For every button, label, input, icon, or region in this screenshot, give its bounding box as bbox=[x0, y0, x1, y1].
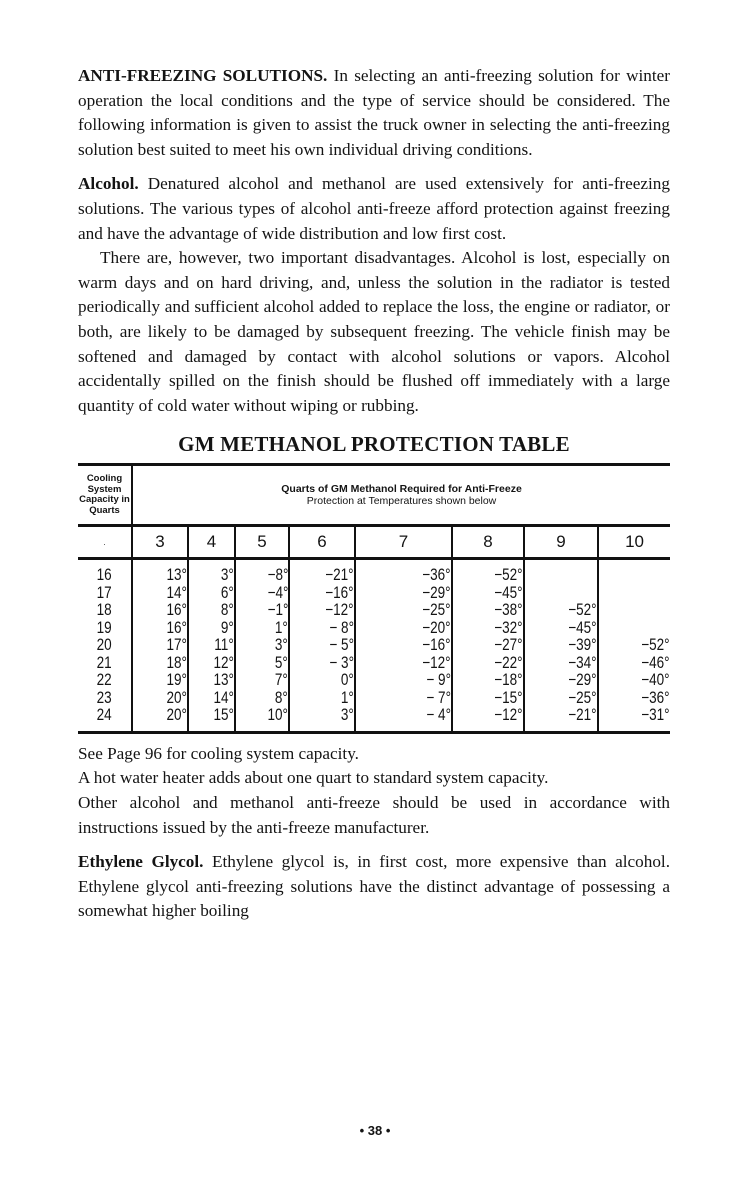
capacity-value: 23 bbox=[96, 688, 113, 707]
glycol-text: Ethylene glycol is, in first cost, more expensive than alcohol. Ethylene glycol anti-freezing solutions have the distinct advantage of possessing a somewhat higher boiling bbox=[78, 852, 670, 921]
temperature-value: −12° bbox=[494, 706, 523, 725]
temperature-cell bbox=[132, 637, 188, 655]
temperature-value: 6° bbox=[221, 583, 234, 602]
temperature-value: 0° bbox=[341, 671, 354, 690]
temperature-value: 12° bbox=[213, 653, 234, 672]
column-header: 3 bbox=[132, 526, 188, 559]
temperature-value: 18° bbox=[166, 653, 187, 672]
temperature-cell bbox=[188, 620, 235, 638]
temperature-cell bbox=[235, 672, 289, 690]
temperature-cell bbox=[289, 637, 355, 655]
temperature-cell bbox=[235, 620, 289, 638]
temperature-cell bbox=[452, 655, 524, 673]
temperature-cell bbox=[188, 585, 235, 603]
span-header bbox=[132, 465, 670, 526]
temperature-value: 9° bbox=[221, 618, 234, 637]
temperature-value: 3° bbox=[341, 706, 354, 725]
temperature-cell bbox=[524, 672, 598, 690]
temperature-value: −12° bbox=[422, 653, 451, 672]
capacity-cell bbox=[78, 637, 132, 655]
capacity-cell bbox=[78, 655, 132, 673]
capacity-value: 19 bbox=[96, 618, 113, 637]
temperature-cell bbox=[598, 637, 670, 655]
table-row bbox=[78, 585, 670, 603]
temperature-cell bbox=[452, 602, 524, 620]
temperature-value: − 3° bbox=[329, 653, 354, 672]
temperature-cell bbox=[524, 637, 598, 655]
temperature-cell bbox=[132, 559, 188, 585]
capacity-value: 21 bbox=[96, 653, 113, 672]
intro-paragraph bbox=[78, 64, 670, 162]
capacity-cell bbox=[78, 602, 132, 620]
temperature-cell bbox=[355, 707, 452, 732]
temperature-value: −22° bbox=[494, 653, 523, 672]
intro-text: In selecting an anti-freezing solution for winter operation the local conditions and the type of service should be considered. The following information is given to assist the truck owner in selecting the anti-freezing solution best suited to meet his own individual driving conditions. bbox=[78, 66, 670, 159]
temperature-value: 13° bbox=[166, 566, 187, 585]
table-row bbox=[78, 559, 670, 585]
temperature-cell bbox=[452, 672, 524, 690]
capacity-cell bbox=[78, 672, 132, 690]
temperature-value: −29° bbox=[568, 671, 597, 690]
temperature-cell bbox=[235, 559, 289, 585]
temperature-cell bbox=[452, 585, 524, 603]
temperature-cell bbox=[132, 585, 188, 603]
table-row bbox=[78, 620, 670, 638]
temperature-cell bbox=[355, 585, 452, 603]
table-row bbox=[78, 672, 670, 690]
table-body bbox=[78, 559, 670, 733]
temperature-value: 20° bbox=[166, 688, 187, 707]
glycol-paragraph bbox=[78, 850, 670, 924]
span-header-line1: Quarts of GM Methanol Required for Anti-Freeze bbox=[281, 483, 522, 496]
temperature-cell bbox=[188, 655, 235, 673]
temperature-value: 11° bbox=[214, 636, 234, 655]
temperature-value: −16° bbox=[422, 636, 451, 655]
temperature-cell bbox=[355, 690, 452, 708]
temperature-cell bbox=[289, 690, 355, 708]
temperature-value: −29° bbox=[422, 583, 451, 602]
temperature-cell bbox=[598, 620, 670, 638]
temperature-value: −8° bbox=[267, 566, 288, 585]
temperature-cell bbox=[132, 620, 188, 638]
temperature-value: − 4° bbox=[426, 706, 451, 725]
temperature-value: 16° bbox=[166, 618, 187, 637]
temperature-value: 15° bbox=[213, 706, 234, 725]
temperature-value: −21° bbox=[568, 706, 597, 725]
temperature-value: −36° bbox=[641, 688, 671, 707]
temperature-cell bbox=[598, 602, 670, 620]
glycol-heading: Ethylene Glycol. bbox=[78, 852, 204, 872]
alcohol-text: Denatured alcohol and methanol are used extensively for anti-freezing solutions. The various types of alcohol anti-freeze afford protection against freezing and have the advantage of wide distribution and low first cost. bbox=[78, 174, 670, 243]
temperature-cell bbox=[188, 690, 235, 708]
temperature-value: −39° bbox=[568, 636, 597, 655]
temperature-value: −4° bbox=[267, 583, 288, 602]
capacity-cell bbox=[78, 620, 132, 638]
temperature-value: 19° bbox=[166, 671, 187, 690]
temperature-cell bbox=[132, 707, 188, 732]
temperature-cell bbox=[132, 690, 188, 708]
temperature-cell bbox=[289, 707, 355, 732]
capacity-value: 17 bbox=[96, 583, 113, 602]
temperature-cell bbox=[132, 655, 188, 673]
temperature-cell bbox=[289, 585, 355, 603]
temperature-value: −45° bbox=[494, 583, 523, 602]
temperature-cell bbox=[598, 690, 670, 708]
temperature-cell bbox=[524, 707, 598, 732]
alcohol-paragraph bbox=[78, 172, 670, 246]
temperature-cell bbox=[188, 637, 235, 655]
temperature-cell bbox=[524, 655, 598, 673]
temperature-cell bbox=[598, 707, 670, 732]
temperature-value: −52° bbox=[641, 636, 671, 655]
column-header: 9 bbox=[524, 526, 598, 559]
table-row bbox=[78, 602, 670, 620]
temperature-cell bbox=[235, 602, 289, 620]
temperature-cell bbox=[355, 620, 452, 638]
note-other-antifreeze: Other alcohol and methanol anti-freeze should be used in accordance with instructions issued by the anti-freeze manufacturer. bbox=[78, 793, 670, 837]
table-row bbox=[78, 637, 670, 655]
temperature-cell bbox=[355, 602, 452, 620]
temperature-cell bbox=[452, 620, 524, 638]
temperature-value: 1° bbox=[275, 618, 288, 637]
temperature-cell bbox=[598, 655, 670, 673]
temperature-value: −52° bbox=[568, 601, 597, 620]
temperature-cell bbox=[452, 637, 524, 655]
temperature-value: 1° bbox=[341, 688, 354, 707]
capacity-value: 18 bbox=[96, 601, 113, 620]
temperature-value: 10° bbox=[267, 706, 288, 725]
table-row bbox=[78, 655, 670, 673]
temperature-value: 14° bbox=[166, 583, 187, 602]
temperature-value: −36° bbox=[422, 566, 451, 585]
stub-subheader: . bbox=[78, 526, 132, 559]
temperature-value: 17° bbox=[166, 636, 187, 655]
capacity-value: 20 bbox=[96, 636, 113, 655]
temperature-cell bbox=[235, 585, 289, 603]
temperature-cell bbox=[188, 707, 235, 732]
temperature-value: −18° bbox=[494, 671, 523, 690]
temperature-cell bbox=[524, 559, 598, 585]
temperature-cell bbox=[188, 602, 235, 620]
table-title: GM METHANOL PROTECTION TABLE bbox=[178, 432, 570, 457]
capacity-value: 16 bbox=[96, 566, 113, 585]
temperature-value: −32° bbox=[494, 618, 523, 637]
temperature-value: 8° bbox=[275, 688, 288, 707]
temperature-value: −38° bbox=[494, 601, 523, 620]
temperature-cell bbox=[132, 672, 188, 690]
alcohol-heading: Alcohol. bbox=[78, 174, 139, 194]
table-notes bbox=[78, 742, 670, 840]
capacity-cell bbox=[78, 707, 132, 732]
temperature-cell bbox=[598, 585, 670, 603]
column-header: 8 bbox=[452, 526, 524, 559]
temperature-cell bbox=[598, 559, 670, 585]
capacity-value: 22 bbox=[96, 671, 113, 690]
temperature-value: −12° bbox=[325, 601, 354, 620]
temperature-value: − 5° bbox=[329, 636, 354, 655]
table-row bbox=[78, 707, 670, 732]
temperature-cell bbox=[452, 559, 524, 585]
temperature-cell bbox=[188, 559, 235, 585]
capacity-cell bbox=[78, 690, 132, 708]
quarts-header-row bbox=[78, 526, 670, 559]
table-row bbox=[78, 690, 670, 708]
temperature-cell bbox=[524, 620, 598, 638]
temperature-value: −21° bbox=[325, 566, 354, 585]
temperature-cell bbox=[289, 602, 355, 620]
temperature-value: −25° bbox=[422, 601, 451, 620]
temperature-value: −1° bbox=[267, 601, 288, 620]
column-header: 7 bbox=[355, 526, 452, 559]
temperature-value: 14° bbox=[213, 688, 234, 707]
temperature-value: 7° bbox=[275, 671, 288, 690]
temperature-cell bbox=[235, 690, 289, 708]
temperature-cell bbox=[355, 655, 452, 673]
column-header: 4 bbox=[188, 526, 235, 559]
capacity-cell bbox=[78, 559, 132, 585]
temperature-cell bbox=[132, 602, 188, 620]
temperature-cell bbox=[289, 655, 355, 673]
temperature-cell bbox=[524, 585, 598, 603]
temperature-value: − 9° bbox=[426, 671, 451, 690]
temperature-value: − 7° bbox=[426, 688, 451, 707]
temperature-value: −20° bbox=[422, 618, 451, 637]
temperature-cell bbox=[188, 672, 235, 690]
temperature-value: −52° bbox=[494, 566, 523, 585]
temperature-cell bbox=[598, 672, 670, 690]
temperature-value: −25° bbox=[568, 688, 597, 707]
temperature-value: −34° bbox=[568, 653, 597, 672]
column-header: 6 bbox=[289, 526, 355, 559]
document-page bbox=[78, 64, 670, 924]
temperature-cell bbox=[524, 690, 598, 708]
capacity-cell bbox=[78, 585, 132, 603]
temperature-value: 5° bbox=[275, 653, 288, 672]
temperature-cell bbox=[524, 602, 598, 620]
temperature-cell bbox=[235, 655, 289, 673]
temperature-cell bbox=[452, 707, 524, 732]
temperature-cell bbox=[355, 559, 452, 585]
temperature-cell bbox=[289, 672, 355, 690]
temperature-cell bbox=[289, 620, 355, 638]
capacity-value: 24 bbox=[96, 706, 113, 725]
temperature-value: 16° bbox=[166, 601, 187, 620]
temperature-value: −46° bbox=[641, 653, 671, 672]
temperature-value: − 8° bbox=[329, 618, 354, 637]
temperature-value: −40° bbox=[641, 671, 671, 690]
span-header-line2: Protection at Temperatures shown below bbox=[306, 495, 497, 508]
page-number: • 38 • bbox=[359, 1123, 391, 1138]
temperature-cell bbox=[355, 672, 452, 690]
temperature-cell bbox=[235, 637, 289, 655]
temperature-cell bbox=[452, 690, 524, 708]
note-hot-water-heater: A hot water heater adds about one quart to standard system capacity. bbox=[78, 768, 549, 788]
intro-heading: ANTI-FREEZING SOLUTIONS. bbox=[78, 66, 328, 85]
note-capacity-reference: See Page 96 for cooling system capacity. bbox=[78, 743, 359, 763]
temperature-value: 13° bbox=[213, 671, 234, 690]
temperature-cell bbox=[355, 637, 452, 655]
temperature-value: 3° bbox=[275, 636, 288, 655]
alcohol-disadvantages-paragraph: There are, however, two important disadvantages. Alcohol is lost, especially on warm days and on hard driving, and, unless the solution in the radiator is tested periodically and sufficient alcohol added to replace the loss, the engine or radiator, or both, are likely to be damaged by subsequent freezing. The vehicle finish may be softened and damaged by contact with alcohol solutions or vapors. Alcohol accidentally spilled on the finish should be flushed off immediately with a large quantity of cold water without wiping or rubbing. bbox=[78, 248, 670, 415]
temperature-value: 3° bbox=[221, 566, 234, 585]
temperature-value: 8° bbox=[221, 601, 234, 620]
column-header: 10 bbox=[598, 526, 670, 559]
temperature-value: −45° bbox=[568, 618, 597, 637]
methanol-protection-table bbox=[78, 463, 670, 734]
temperature-cell bbox=[289, 559, 355, 585]
stub-header: Cooling System Capacity in Quarts bbox=[78, 465, 132, 526]
temperature-value: −15° bbox=[494, 688, 523, 707]
temperature-value: 20° bbox=[166, 706, 187, 725]
temperature-value: −16° bbox=[325, 583, 354, 602]
temperature-value: −27° bbox=[494, 636, 523, 655]
temperature-cell bbox=[235, 707, 289, 732]
temperature-value: −31° bbox=[641, 706, 671, 725]
column-header: 5 bbox=[235, 526, 289, 559]
